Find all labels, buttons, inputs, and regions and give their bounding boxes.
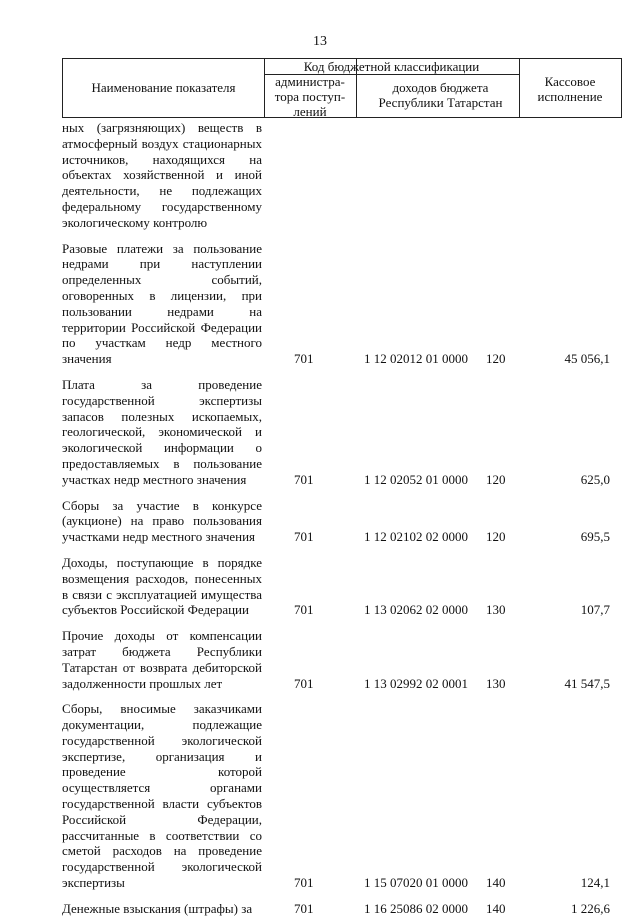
indicator-name: Прочие доходы от компенсации затрат бюджета Республики Татарстан от возврата дебиторской задолженности прошлых лет [62, 628, 262, 691]
table-row [62, 120, 622, 231]
table-row [62, 701, 622, 891]
income-kind-code: 120 [486, 351, 506, 367]
indicator-name: Сборы за участие в конкурсе (аукционе) на право пользования участками недр местного значения [62, 497, 262, 545]
table-header [62, 58, 622, 118]
table-row [62, 241, 622, 367]
cash-amount: 41 547,5 [564, 675, 610, 691]
income-kind-code: 120 [486, 529, 506, 545]
income-kind-code: 130 [486, 602, 506, 618]
indicator-name: Денежные взыскания (штрафы) за [62, 900, 253, 916]
income-code: 1 12 02052 01 0000 [364, 471, 468, 487]
cash-amount: 45 056,1 [564, 351, 610, 367]
indicator-name: ных (загрязняющих) веществ в атмосферный воздух стационарных источников, находящихся на объектах хозяйственной и иной деятельности, не подлежащих федеральному государственному экологическому контролю [62, 120, 262, 230]
income-column-header: доходов бюджета Республики Татарстан [378, 80, 503, 110]
indicator-name: Плата за проведение государственной экспертизы запасов полезных ископаемых, геологической, экономической и экологической информации о предоставляемых в пользование участках недр местного значения [62, 376, 262, 487]
income-code: 1 13 02062 02 0000 [364, 602, 468, 618]
code-group-header: Код бюджетной классификации [303, 59, 480, 74]
indicator-name: Разовые платежи за пользование недрами при наступлении определенных событий, оговоренных в лицензии, при пользовании недрами на территории Российской Федерации по участкам недр местного значения [62, 240, 262, 367]
cash-amount: 107,7 [580, 602, 610, 618]
income-code: 1 13 02992 02 0001 [364, 675, 468, 691]
table-row [62, 498, 622, 545]
income-kind-code: 140 [486, 900, 506, 916]
table-row [62, 628, 622, 691]
table-row [62, 555, 622, 618]
cash-amount: 1 226,6 [571, 900, 610, 916]
indicator-name: Сборы, вносимые заказчиками документации, подлежащие государственной экологической экспертизе, организация и проведение которой осуществляется органами государственной власти субъектов Российской Федерации, рассчитанные в соответствии со сметой расходов на проведение государственной экологической экспертизы [62, 701, 262, 891]
admin-code: 701 [294, 471, 314, 487]
table-row [62, 901, 622, 917]
income-code: 1 15 07020 01 0000 [364, 875, 468, 891]
table-row [62, 377, 622, 488]
income-kind-code: 140 [486, 875, 506, 891]
table-body [62, 118, 622, 917]
cash-amount: 124,1 [580, 875, 610, 891]
cash-amount: 695,5 [580, 529, 610, 545]
admin-code: 701 [294, 900, 314, 916]
admin-code: 701 [294, 351, 314, 367]
admin-code: 701 [294, 602, 314, 618]
header-divider [519, 59, 520, 117]
indicator-name: Доходы, поступающие в порядке возмещения расходов, понесенных в связи с эксплуатацией имущества субъектов Российской Федерации [62, 554, 262, 618]
admin-code: 701 [294, 529, 314, 545]
income-code: 1 12 02012 01 0000 [364, 351, 468, 367]
name-column-header: Наименование показателя [91, 80, 236, 95]
income-kind-code: 120 [486, 471, 506, 487]
income-kind-code: 130 [486, 675, 506, 691]
cash-column-header: Кассовое исполнение [537, 74, 603, 104]
page-number: 13 [313, 34, 327, 49]
income-code: 1 16 25086 02 0000 [364, 900, 468, 916]
cash-amount: 625,0 [580, 471, 610, 487]
admin-column-header: администра-тора поступ-лений [274, 74, 346, 119]
admin-code: 701 [294, 675, 314, 691]
admin-code: 701 [294, 875, 314, 891]
income-code: 1 12 02102 02 0000 [364, 529, 468, 545]
